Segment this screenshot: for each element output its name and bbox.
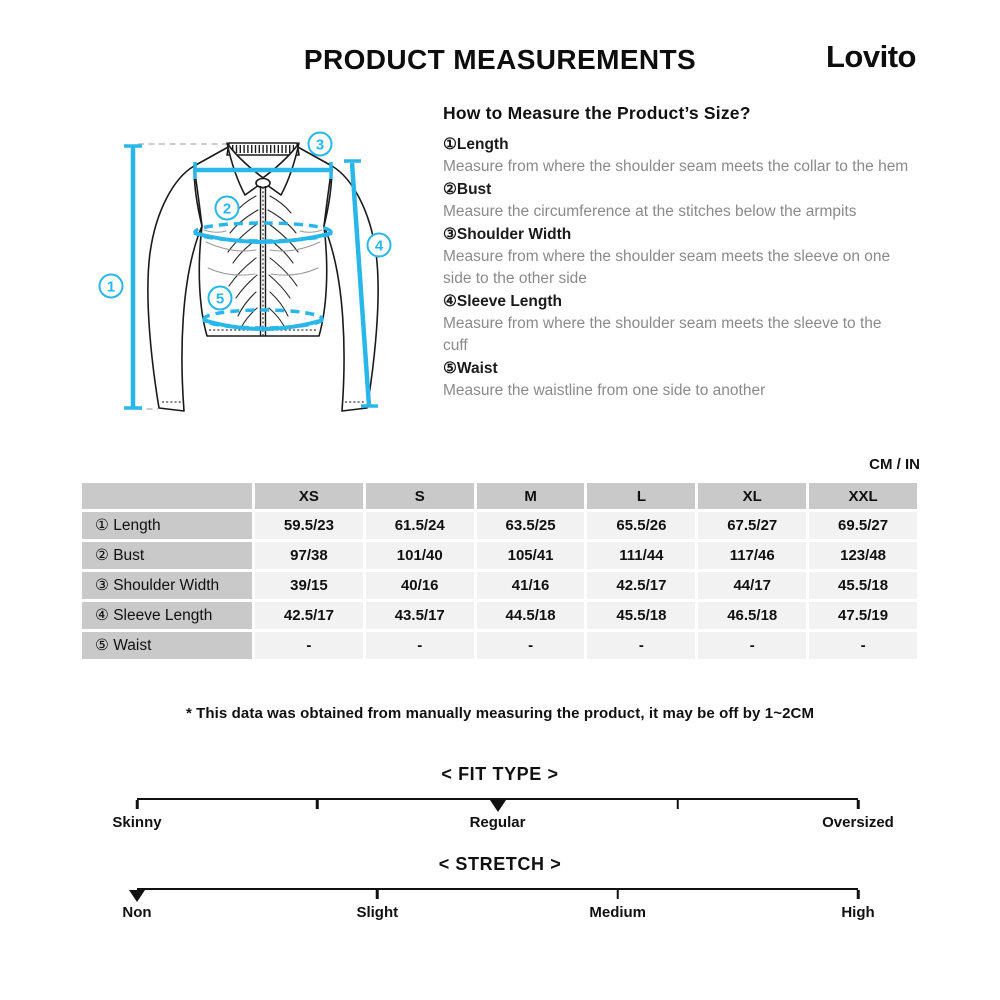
scale-tick xyxy=(616,890,619,899)
measurement-cell: 46.5/18 xyxy=(698,602,806,629)
measurement-cell: 42.5/17 xyxy=(587,572,695,599)
howto-item xyxy=(443,290,909,357)
marker-3 xyxy=(309,133,332,156)
measurement-cell: 61.5/24 xyxy=(366,512,474,539)
scale-label: Non xyxy=(122,904,152,921)
row-label: ④ Sleeve Length xyxy=(82,602,252,629)
measurement-cell: - xyxy=(255,632,363,659)
measurement-cell: 44.5/18 xyxy=(477,602,585,629)
howto-item-desc: Measure the waistline from one side to another xyxy=(443,382,766,399)
scale-pointer-icon xyxy=(129,890,145,902)
scale-pointer-icon xyxy=(490,800,506,812)
table-row xyxy=(82,602,917,629)
howto-item xyxy=(443,223,909,290)
measurement-cell: - xyxy=(587,632,695,659)
measurement-cell: 40/16 xyxy=(366,572,474,599)
measurement-cell: 41/16 xyxy=(477,572,585,599)
scale-line xyxy=(137,888,858,890)
scale-label: Oversized xyxy=(822,814,894,831)
fit-type-heading: < FIT TYPE > xyxy=(441,764,559,784)
measurements-table xyxy=(79,480,920,662)
scale-tick xyxy=(857,890,860,899)
measurement-cell: 47.5/19 xyxy=(809,602,917,629)
svg-text:5: 5 xyxy=(215,290,225,308)
scale-label: Skinny xyxy=(112,814,162,831)
marker-5 xyxy=(209,287,232,310)
svg-text:1: 1 xyxy=(106,278,116,296)
howto-item-desc: Measure the circumference at the stitches below the armpits xyxy=(443,203,857,220)
howto-list xyxy=(443,133,909,402)
fit-type-scale xyxy=(112,798,894,838)
scale-label: High xyxy=(841,904,875,921)
measurement-cell: 97/38 xyxy=(255,542,363,569)
size-column-header: XXL xyxy=(809,483,917,509)
footnote: * This data was obtained from manually measuring the product, it may be off by 1~2CM xyxy=(185,705,815,722)
table-row xyxy=(82,512,917,539)
row-label: ③ Shoulder Width xyxy=(82,572,252,599)
howto-item-label: ⑤Waist xyxy=(443,360,498,377)
table-row xyxy=(82,572,917,599)
measurement-cell: 101/40 xyxy=(366,542,474,569)
howto-heading: How to Measure the Product’s Size? xyxy=(443,103,751,123)
howto-item xyxy=(443,133,909,178)
measurement-cell: 117/46 xyxy=(698,542,806,569)
howto-item xyxy=(443,178,909,223)
measurement-cell: 59.5/23 xyxy=(255,512,363,539)
howto-section xyxy=(443,103,909,402)
size-column-header: L xyxy=(587,483,695,509)
howto-item-label: ②Bust xyxy=(443,181,492,198)
scale-tick xyxy=(376,890,379,899)
table-corner-cell xyxy=(82,483,252,509)
size-column-header: M xyxy=(477,483,585,509)
scale-label: Medium xyxy=(589,904,647,921)
scale-label: Slight xyxy=(356,904,399,921)
howto-item xyxy=(443,357,909,402)
size-column-header: XS xyxy=(255,483,363,509)
measurement-cell: 45.5/18 xyxy=(809,572,917,599)
howto-item-label: ①Length xyxy=(443,136,509,153)
measurement-cell: 67.5/27 xyxy=(698,512,806,539)
table-row xyxy=(82,632,917,659)
svg-text:2: 2 xyxy=(222,200,232,218)
size-column-header: XL xyxy=(698,483,806,509)
scale-tick xyxy=(677,800,680,809)
scale-tick xyxy=(857,800,860,809)
scale-tick xyxy=(136,800,139,809)
row-label: ⑤ Waist xyxy=(82,632,252,659)
scale-label: Regular xyxy=(469,814,526,831)
measurement-cell: - xyxy=(477,632,585,659)
measurement-cell: 111/44 xyxy=(587,542,695,569)
marker-2 xyxy=(216,197,239,220)
measurement-cell: 39/15 xyxy=(255,572,363,599)
scale-tick xyxy=(316,800,319,809)
table-wrap xyxy=(79,480,920,662)
measurement-cell: 69.5/27 xyxy=(809,512,917,539)
measurement-cell: 63.5/25 xyxy=(477,512,585,539)
measurement-cell: - xyxy=(366,632,474,659)
howto-item-label: ③Shoulder Width xyxy=(443,226,572,243)
measurement-cell: - xyxy=(698,632,806,659)
howto-item-desc: Measure from where the shoulder seam meets the collar to the hem xyxy=(443,158,909,175)
howto-item-label: ④Sleeve Length xyxy=(443,293,562,310)
howto-item-desc: Measure from where the shoulder seam meets the sleeve to the cuff xyxy=(443,315,882,354)
brand-logo: Lovito xyxy=(826,39,916,74)
stretch-heading: < STRETCH > xyxy=(438,854,562,874)
measurement-cell: 44/17 xyxy=(698,572,806,599)
svg-text:3: 3 xyxy=(315,136,325,154)
marker-4 xyxy=(368,234,391,257)
measurement-cell: 43.5/17 xyxy=(366,602,474,629)
howto-item-desc: Measure from where the shoulder seam meets the sleeve on one side to the other side xyxy=(443,248,891,287)
size-column-header: S xyxy=(366,483,474,509)
length-annotation-line xyxy=(124,146,142,408)
measurement-cell: 65.5/26 xyxy=(587,512,695,539)
page-title: PRODUCT MEASUREMENTS xyxy=(303,44,697,75)
measurement-cell: 105/41 xyxy=(477,542,585,569)
marker-1 xyxy=(100,275,123,298)
measurement-cell: 45.5/18 xyxy=(587,602,695,629)
table-row xyxy=(82,542,917,569)
row-label: ① Length xyxy=(82,512,252,539)
measurement-cell: 42.5/17 xyxy=(255,602,363,629)
garment-diagram xyxy=(80,118,420,440)
measurement-cell: 123/48 xyxy=(809,542,917,569)
svg-text:4: 4 xyxy=(374,237,384,255)
table-header-row xyxy=(82,483,917,509)
unit-label: CM / IN xyxy=(869,456,920,473)
stretch-scale xyxy=(122,888,875,928)
measurement-cell: - xyxy=(809,632,917,659)
row-label: ② Bust xyxy=(82,542,252,569)
